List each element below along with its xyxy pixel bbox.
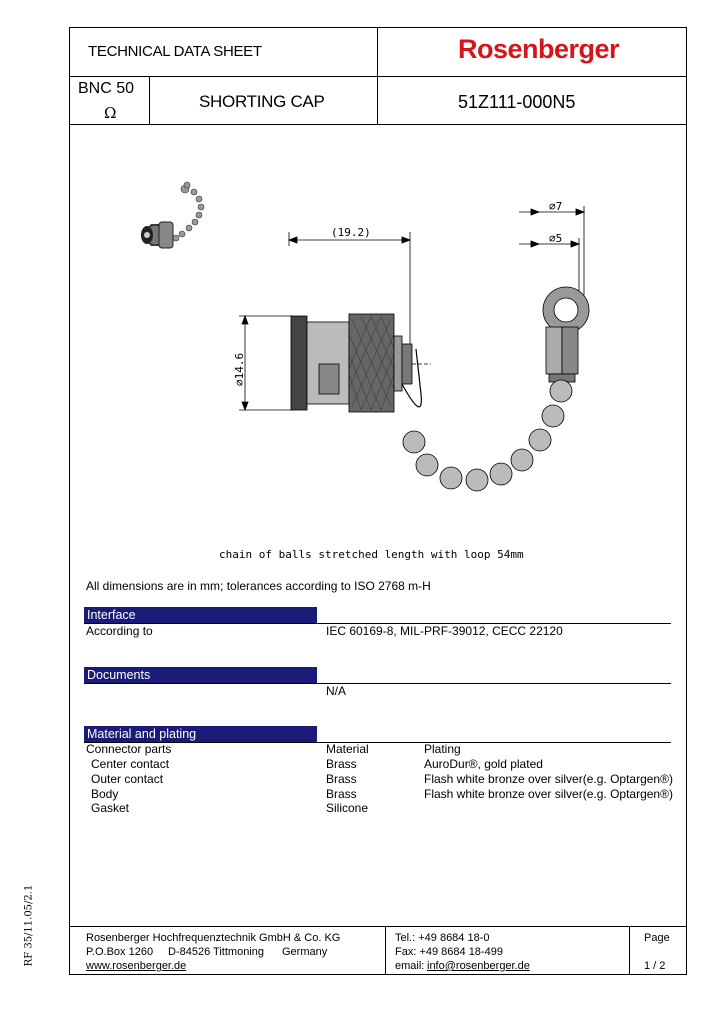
footer-city: D-84526 Tittmoning — [168, 946, 264, 958]
material-col-plating: Plating — [424, 742, 461, 756]
brand-logo: Rosenberger — [458, 34, 620, 64]
product-name: SHORTING CAP — [199, 92, 325, 111]
material-plating: AuroDur®, gold plated — [424, 757, 543, 771]
documents-heading: Documents — [84, 667, 317, 683]
footer-page-label: Page — [644, 932, 670, 944]
material-part: Gasket — [91, 801, 130, 815]
material-part: Outer contact — [91, 772, 164, 786]
material-material: Brass — [326, 757, 357, 771]
part-number: 51Z111-000N5 — [458, 92, 576, 112]
interface-heading: Interface — [84, 607, 317, 623]
material-material: Silicone — [326, 801, 369, 815]
header-vertical-divider — [377, 27, 378, 124]
interface-value: IEC 60169-8, MIL-PRF-39012, CECC 22120 — [326, 624, 563, 638]
product-photo — [141, 182, 204, 248]
technical-drawing — [69, 124, 687, 574]
footer-tel: Tel.: +49 8684 18-0 — [395, 932, 490, 944]
footer-page-value: 1 / 2 — [644, 960, 666, 972]
material-plating: Flash white bronze over silver(e.g. Optargen®) — [424, 787, 673, 801]
footer-email-label: email: — [395, 960, 425, 972]
series-label: BNC 50 — [78, 80, 135, 97]
material-material: Brass — [326, 772, 357, 786]
documents-value: N/A — [326, 684, 347, 698]
dim-dia-body-label: ⌀14.6 — [233, 352, 246, 386]
footer-company: Rosenberger Hochfrequenztechnik GmbH & Co. KG — [86, 932, 341, 944]
footer-country: Germany — [282, 946, 328, 958]
footer-email-link[interactable]: info@rosenberger.de — [427, 960, 530, 972]
footer-website-link[interactable]: www.rosenberger.de — [86, 960, 187, 972]
ohm-symbol: Ω — [104, 104, 117, 122]
footer-pobox: P.O.Box 1260 — [86, 946, 154, 958]
header-divider — [69, 76, 687, 77]
doc-type: TECHNICAL DATA SHEET — [88, 43, 262, 60]
side-code: RF 35/11.05/2.1 — [23, 884, 35, 967]
material-heading: Material and plating — [84, 726, 317, 742]
dim-length-label: (19.2) — [331, 226, 371, 239]
material-part: Center contact — [91, 757, 170, 771]
material-part: Body — [91, 787, 119, 801]
footer-top-line — [69, 926, 687, 927]
tolerance-note: All dimensions are in mm; tolerances according to ISO 2768 m-H — [86, 579, 431, 593]
documents-rule — [84, 683, 671, 684]
series-divider — [149, 76, 150, 124]
material-col-material: Material — [326, 742, 369, 756]
material-col-part: Connector parts — [86, 742, 172, 756]
chain-note: chain of balls stretched length with loop 54mm — [219, 548, 524, 561]
material-rule — [84, 742, 671, 743]
footer-divider-1 — [385, 926, 386, 975]
material-plating: Flash white bronze over silver(e.g. Optargen®) — [424, 772, 673, 786]
dim-dia-outer-label: ⌀7 — [549, 200, 563, 213]
dim-dia-inner-label: ⌀5 — [549, 232, 563, 245]
material-material: Brass — [326, 787, 357, 801]
footer-divider-2 — [629, 926, 630, 975]
footer-fax: Fax: +49 8684 18-499 — [395, 946, 503, 958]
interface-label: According to — [86, 624, 153, 638]
